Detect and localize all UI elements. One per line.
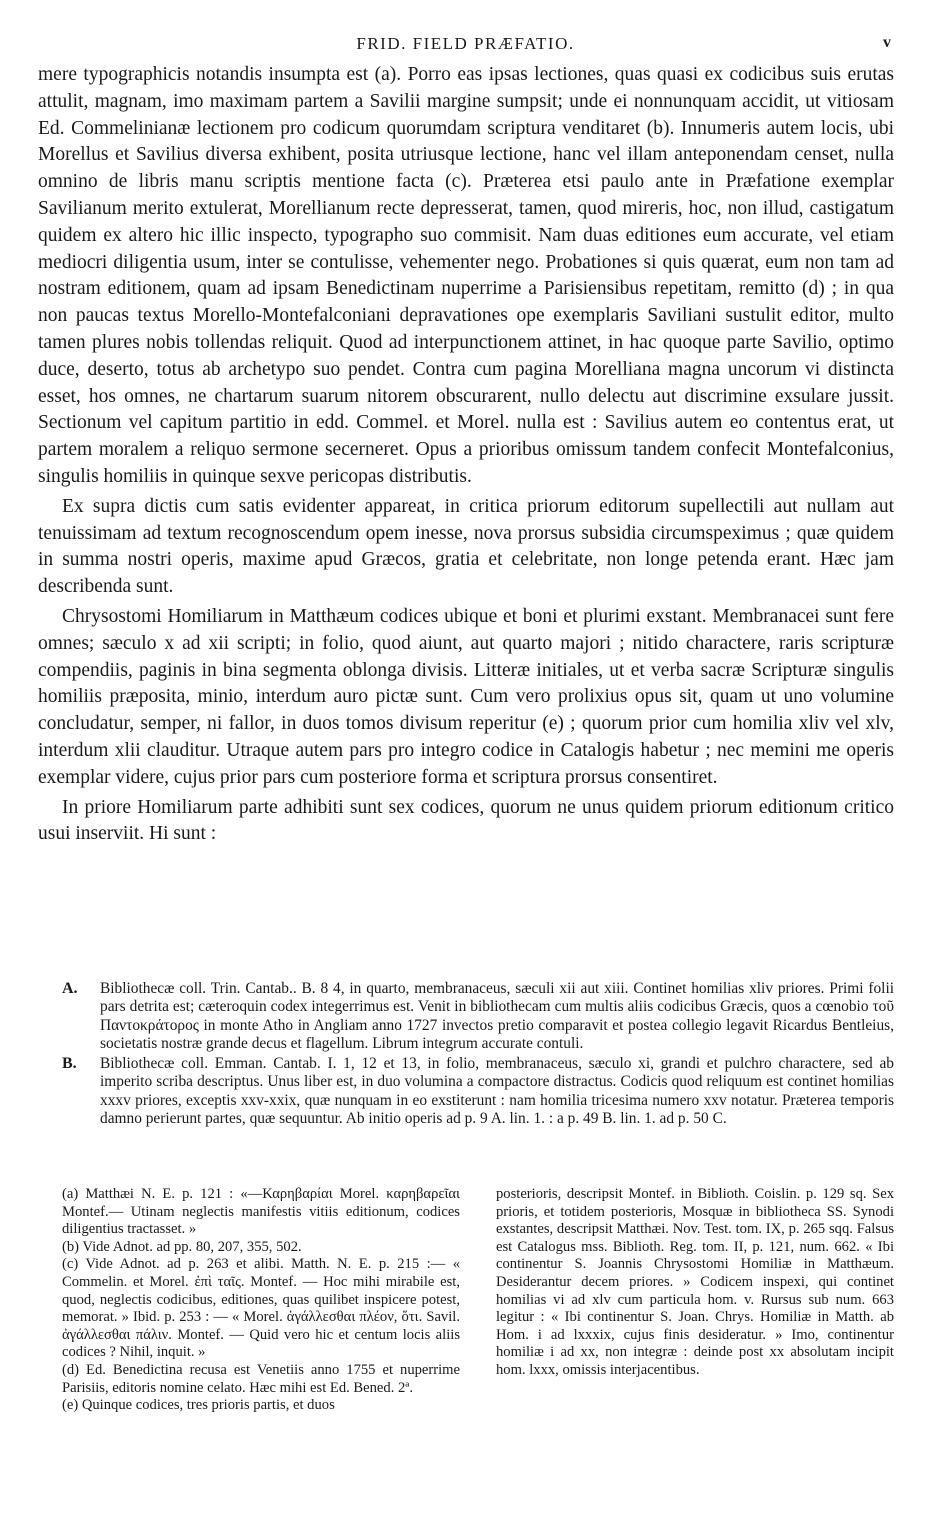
- codex-letter: B.: [62, 1055, 77, 1073]
- main-text: [38, 62, 894, 848]
- paragraph: In priore Homiliarum parte adhibiti sunt sex codices, quorum ne unus quidem priorum editionum critico usui inserviit. Hi sunt :: [38, 796, 894, 845]
- footnote-continuation: posterioris, descripsit Montef. in Biblioth. Coislin. p. 129 sq. Sex prioris, et totidem posterioris, Mosquæ in bibliotheca SS. Synodi exstantes, descripsit Matthæi. Nov. Test. tom. IX, p. 265 sqq. Falsus est Catalogus mss. Biblioth. Reg. tom. II, p. 121, num. 662. « Ibi continentur S. Joannis Chrysostomi Homiliæ in Matthæum. Desiderantur decem priores. » Codicem inspexi, qui continet homilias vi ad xlv cum particula hom. v. Rursus sub num. 663 legitur : « Ibi continentur S. Joan. Chrys. Homiliæ in Matth. ab Hom. i ad lxxxix, cujus finis desideratur. » Imo, continentur homiliæ i ad xx, non integræ : deinde post xx absolutam incipit hom. lxxx, omissis interjacentibus.: [496, 1186, 894, 1378]
- codex-list: [62, 980, 894, 1130]
- footnotes-right-column: [496, 1186, 894, 1415]
- codex-entry: [62, 1055, 894, 1128]
- codex-entry: [62, 980, 894, 1053]
- footnote: (a) Matthæi N. E. p. 121 : «—Καρηβαρίαι Morel. καρηβαρεῖαι Montef.— Utinam neglectis manifestis vitiis editionum, codices diligentius tractasset. »: [62, 1186, 460, 1238]
- page-number: v: [883, 34, 891, 51]
- paragraph: mere typographicis notandis insumpta est (a). Porro eas ipsas lectiones, quas quasi ex codicibus suis erutas attulit, magnam, imo maximam partem a Savilii margine sumpsit; unde ei nonnunquam accidit, ut vitiosam Ed. Commelinianæ lectionem pro codicum quorumdam scriptura venditaret (b). Innumeris autem locis, ubi Morellus et Savilius diversa exhibent, posita utriusque lectione, hanc vel illam anteponendam censet, nulla omnino de libris manu scriptis mentione facta (c). Præterea etsi paulo ante in Præfatione exemplar Savilianum merito extulerat, Morellianum recte depresserat, tamen, quod mireris, hoc, non illud, castigatum quidem ex altero hic illic inspecto, typographo suo commisit. Nam duas editiones eum accurate, vel etiam mediocri diligentia usum, inter se contulisse, vehementer nego. Probationes si quis quærat, eum non tam ad nostram editionem, quam ad ipsam Benedictinam nuperrime a Parisiensibus repetitam, remitto (d) ; in qua non paucas textus Morello-Montefalconiani depravationes ope exemplaris Saviliani sustulit editor, multo tamen plures nobis tollendas reliquit. Quod ad interpunctionem attinet, in hac quoque parte Savilio, optimo duce, deserto, totus ab archetypo suo pendet. Contra cum pagina Morelliana magna uncorum vi distincta esset, hos omnes, ne chartarum suarum nitorem obscurarent, nullo delectu aut discrimine exsulare jussit. Sectionum vel capitum partitio in edd. Commel. et Morel. nulla est : Savilius autem eo contentus erat, ut partem moralem a reliquo sermone secerneret. Opus a prioribus omissum tandem confecit Montefalconius, singulis homiliis in quinque sexve pericopas distributis.: [38, 64, 894, 487]
- codex-letter: A.: [62, 980, 78, 997]
- codex-description: Bibliothecæ coll. Emman. Cantab. I. 1, 12 et 13, in folio, membranaceus, sæculo xi, grandi et pulchro charactere, sed ab imperito scriba descriptus. Unus liber est, in duo volumina a compactore distractus. Codicis quod reliquum est continet homilias xxxv priores, exceptis xxv-xxix, quæ nunquam in eo exstiterunt : nam homilia tricesima numero xxv notatur. Præterea temporis damno perierunt partes, quæ sequuntur. Ab initio operis ad p. 9 A. lin. 1. : a p. 49 B. lin. 1. ad p. 50 C.: [100, 1055, 894, 1128]
- footnote: (c) Vide Adnot. ad p. 263 et alibi. Matth. N. E. p. 215 :— « Commelin. et Morel. ἐπὶ ταῖς. Montef. — Hoc mihi mirabile est, quod, neglectis codicibus, editiones, quas quilibet inspicere potest, memorat. » Ibid. p. 253 : — « Morel. ἀγάλλεσθαι πλέον, ὅτι. Savil. ἀγάλλεσθαι πάλιν. Montef. — Quid vero hic et centum locis aliis codices ? Nihil, inquit. »: [62, 1256, 460, 1361]
- codex-description: Bibliothecæ coll. Trin. Cantab.. B. 8 4, in quarto, membranaceus, sæculi xii aut xiii. Continet homilias xliv priores. Primi folii pars detrita est; cæteroquin codex integerrimus est. Venit in bibliothecam cum multis aliis codicibus Græcis, quos a cœnobio τοῦ Παντοκράτορος in monte Atho in Angliam anno 1727 invectos pretio comparavit et postea collegio legavit Ricardus Bentleius, societatis nostræ grande decus et flagellum. Librum integrum accurate contuli.: [100, 980, 894, 1052]
- footnotes: [62, 1186, 894, 1415]
- paragraph: Ex supra dictis cum satis evidenter appareat, in critica priorum editorum supellectili aut nullam aut tenuissimam ad textum recognoscendum opem inesse, nova prorsus subsidia circumspeximus ; quæ quidem in summa nostri operis, maxime apud Græcos, gratia et celebritate, non longe petenda erant. Hæc jam describenda sunt.: [38, 495, 894, 598]
- paragraph: Chrysostomi Homiliarum in Matthæum codices ubique et boni et plurimi exstant. Membranacei sunt fere omnes; sæculo x ad xii scripti; in folio, quod aiunt, aut quarto majori ; nitido charactere, raris scripturæ compendiis, paginis in bina segmenta oblonga divisis. Litteræ initiales, ut et verba sacræ Scripturæ singulis homiliis præposita, minio, interdum auro pictæ sunt. Cum vero prolixius opus sit, quam ut uno volumine concludatur, semper, ni fallor, in duos tomos divisum reperitur (e) ; quorum prior cum homilia xliv vel xlv, interdum xlii clauditur. Utraque autem pars pro integro codice in Catalogis habetur ; nec memini me operis exemplar videre, cujus prior pars cum posteriore forma et scriptura prorsus consentiret.: [38, 605, 894, 788]
- footnote: (e) Quinque codices, tres prioris partis, et duos: [62, 1397, 335, 1414]
- footnote: (d) Ed. Benedictina recusa est Venetiis anno 1755 et nuperrime Parisiis, editoris nomine celato. Hæc mihi est Ed. Bened. 2ª.: [62, 1361, 460, 1396]
- page-header: [0, 34, 931, 58]
- footnote: (b) Vide Adnot. ad pp. 80, 207, 355, 502.: [62, 1238, 302, 1255]
- running-title: FRID. FIELD PRÆFATIO.: [356, 34, 575, 53]
- footnotes-left-column: [62, 1186, 460, 1415]
